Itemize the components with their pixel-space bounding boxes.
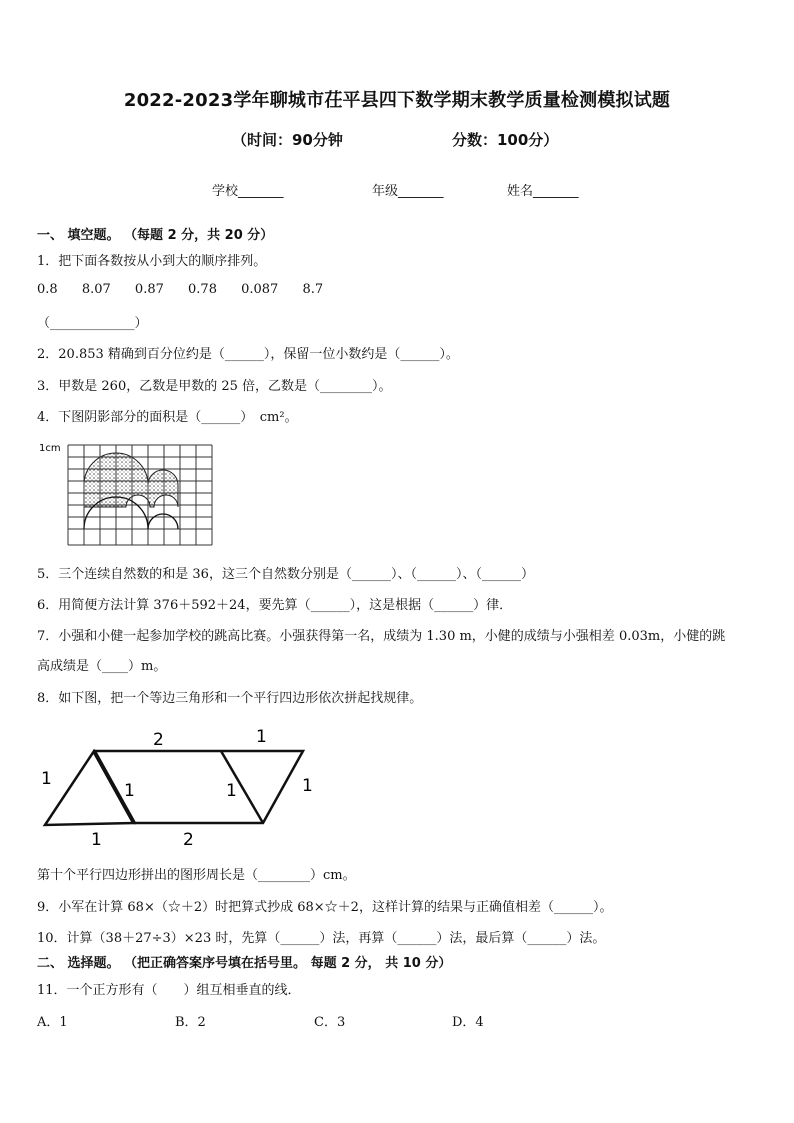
figure-shapes xyxy=(45,751,303,825)
page-title: 2022-2023学年聊城市茌平县四下数学期末教学质量检测模拟试题 xyxy=(123,90,671,111)
grade-field: 年级_______ xyxy=(372,184,444,199)
option-c: C．3 xyxy=(314,1015,346,1030)
label-top-right: 1 xyxy=(256,727,267,747)
number-item: 0.087 xyxy=(241,282,279,297)
triangle-parallelogram-figure xyxy=(37,722,327,852)
option-b: B．2 xyxy=(175,1015,206,1030)
number-item: 0.78 xyxy=(188,282,217,297)
label-left: 1 xyxy=(41,769,52,789)
school-field: 学校_______ xyxy=(212,184,284,199)
label-bottom-left: 1 xyxy=(91,830,102,850)
total-score: 分数：100分） xyxy=(452,131,559,149)
number-item: 0.87 xyxy=(134,282,164,297)
section-1-heading: 一、 填空题。 （每题 2 分，共 20 分） xyxy=(37,228,274,243)
question-9: 9．小军在计算 68×（☆＋2）时把算式抄成 68×☆＋2，这样计算的结果与正确值相差（______）。 xyxy=(37,900,613,915)
unit-label: 1cm xyxy=(39,443,61,454)
label-bottom-right: 2 xyxy=(183,830,194,850)
question-6: 6．用简便方法计算 376＋592＋24，要先算（______），这是根据（______）律． xyxy=(37,598,513,613)
question-2: 2．20.853 精确到百分位约是（______），保留一位小数约是（______）。 xyxy=(37,347,459,362)
number-item: 8.07 xyxy=(81,282,111,297)
question-1-numbers xyxy=(37,282,343,297)
number-item: 0.8 xyxy=(37,282,58,297)
option-d: D．4 xyxy=(452,1015,484,1030)
question-8: 8．如下图，把一个等边三角形和一个平行四边形依次拼起找规律。 xyxy=(37,691,423,706)
name-field: 姓名_______ xyxy=(507,184,579,199)
label-top-left: 2 xyxy=(153,730,164,750)
question-1-answer-blank: （_____________） xyxy=(37,316,148,331)
shaded-area-grid-figure xyxy=(37,437,222,549)
question-7-line-2: 高成绩是（____）m。 xyxy=(37,659,167,674)
label-inner-right: 1 xyxy=(226,781,237,801)
label-right: 1 xyxy=(302,776,313,796)
question-11: 11．一个正方形有（ ）组互相垂直的线． xyxy=(37,983,301,998)
section-2-heading: 二、 选择题。 （把正确答案序号填在括号里。 每题 2 分， 共 10 分） xyxy=(37,956,452,971)
question-8-prompt: 第十个平行四边形拼出的图形周长是（________）cm。 xyxy=(37,868,356,883)
question-5: 5．三个连续自然数的和是 36，这三个自然数分别是（______）、（______）、（______） xyxy=(37,567,534,582)
option-a: A．1 xyxy=(37,1015,68,1030)
number-item: 8.7 xyxy=(302,282,324,297)
question-1: 1．把下面各数按从小到大的顺序排列。 xyxy=(37,254,267,269)
question-7-line-1: 7．小强和小健一起参加学校的跳高比赛。小强获得第一名，成绩为 1.30 m，小健的成绩与小强相差 0.03m，小健的跳 xyxy=(37,629,726,644)
question-10: 10．计算（38＋27÷3）×23 时，先算（______）法，再算（______）法，最后算（______）法。 xyxy=(37,931,606,946)
question-3: 3．甲数是 260，乙数是甲数的 25 倍，乙数是（________）。 xyxy=(37,379,392,394)
time-limit: （时间：90分钟 xyxy=(232,131,343,149)
label-inner-left: 1 xyxy=(124,781,135,801)
question-4: 4．下图阴影部分的面积是（______） cm²。 xyxy=(37,410,298,425)
